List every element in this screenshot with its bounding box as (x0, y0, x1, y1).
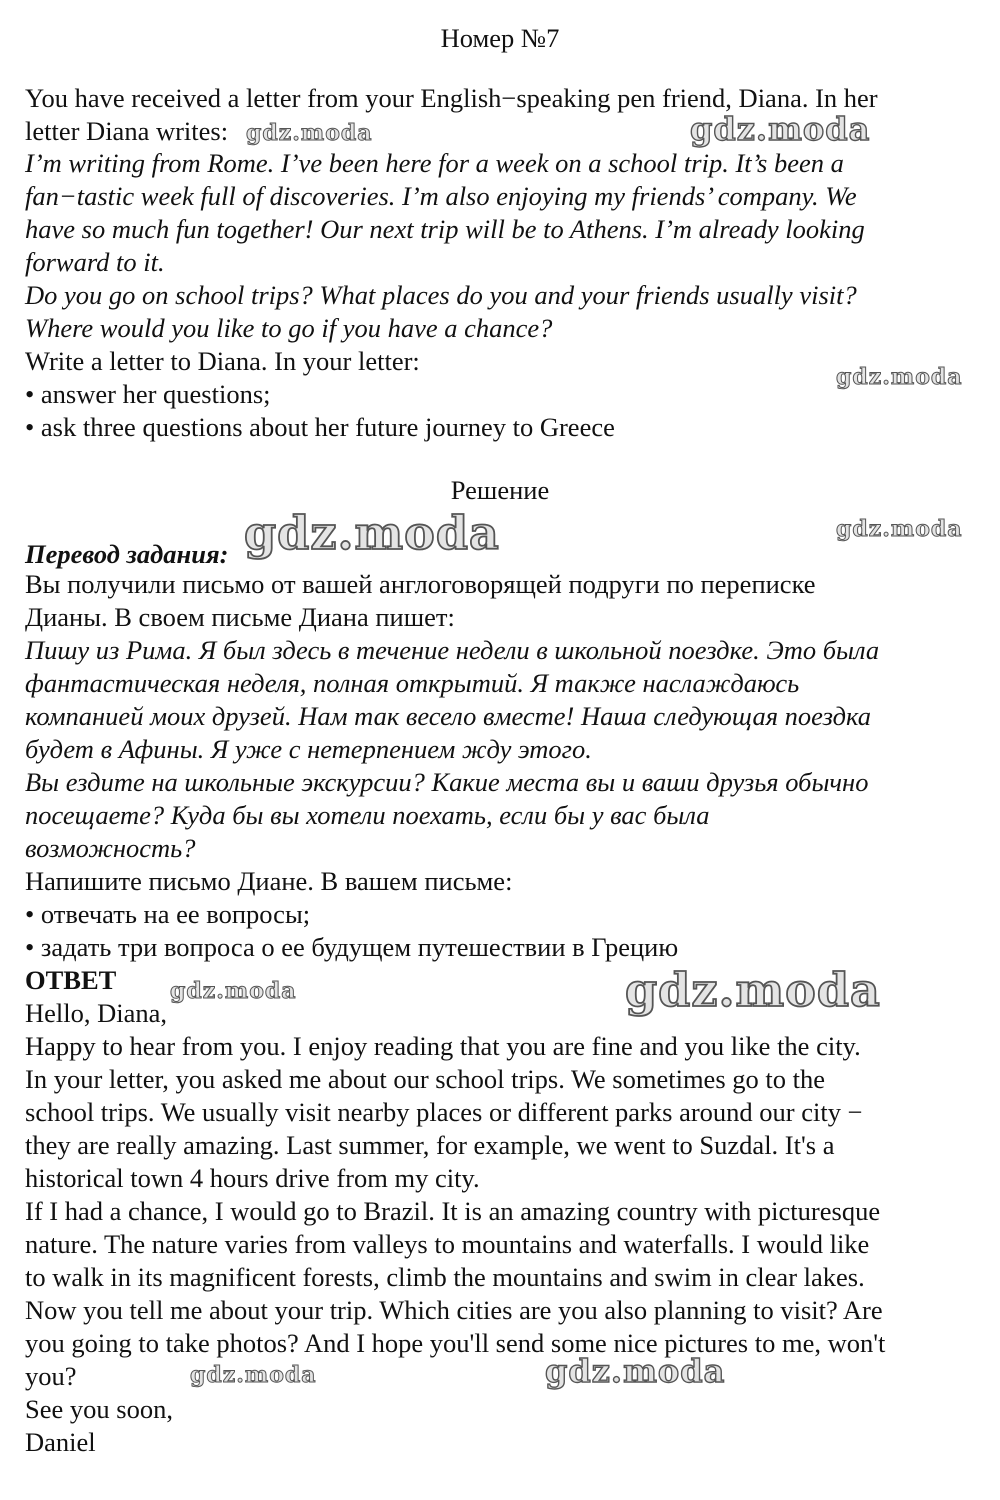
task-letter-line-5: Do you go on school trips? What places do you and your friends usually visit? (25, 280, 857, 310)
watermark: gdz.moda (190, 1362, 317, 1388)
task-letter-line-4: forward to it. (25, 247, 165, 277)
translation-bullet-1: • отвечать на ее вопросы; (25, 899, 311, 929)
task-bullet-2: • ask three questions about her future journey to Greece (25, 412, 615, 442)
answer-line-5: they are really amazing. Last summer, for example, we went to Suzdal. It's a (25, 1130, 835, 1160)
answer-line-6: historical town 4 hours drive from my city. (25, 1163, 480, 1193)
translation-letter-line-4: будет в Афины. Я уже с нетерпением жду этого. (25, 734, 592, 764)
watermark: gdz.moda (690, 110, 871, 148)
task-letter-line-2: fan−tastic week full of discoveries. I’m also enjoying my friends’ company. We (25, 181, 857, 211)
watermark: gdz.moda (170, 978, 297, 1004)
answer-line-1: Hello, Diana, (25, 998, 168, 1028)
task-letter-line-1: I’m writing from Rome. I’ve been here for a week on a school trip. It’s been a (25, 148, 844, 178)
task-bullet-1: • answer her questions; (25, 379, 271, 409)
translation-letter-line-6: посещаете? Куда бы вы хотели поехать, если бы у вас была (25, 800, 710, 830)
answer-line-2: Happy to hear from you. I enjoy reading that you are fine and you like the city. (25, 1031, 861, 1061)
answer-line-10: Now you tell me about your trip. Which cities are you also planning to visit? Are (25, 1295, 883, 1325)
translation-letter-line-2: фантастическая неделя, полная открытий. Я также наслаждаюсь (25, 668, 800, 698)
watermark: gdz.moda (545, 1352, 726, 1390)
watermark: gdz.moda (836, 364, 963, 390)
translation-letter-line-7: возможность? (25, 833, 196, 863)
translation-heading: Перевод задания: (25, 539, 229, 569)
watermark: gdz.moda (244, 506, 500, 560)
answer-line-4: school trips. We usually visit nearby places or different parks around our city − (25, 1097, 863, 1127)
answer-line-12: you? (25, 1361, 77, 1391)
answer-line-8: nature. The nature varies from valleys to mountains and waterfalls. I would like (25, 1229, 870, 1259)
translation-letter-line-5: Вы ездите на школьные экскурсии? Какие места вы и ваши друзья обычно (25, 767, 869, 797)
answer-line-3: In your letter, you asked me about our school trips. We sometimes go to the (25, 1064, 825, 1094)
task-intro-line-2: letter Diana writes: (25, 116, 229, 146)
task-intro-line-1: You have received a letter from your English−speaking pen friend, Diana. In her (25, 83, 878, 113)
watermark: gdz.moda (625, 963, 881, 1017)
task-letter-line-6: Where would you like to go if you have a chance? (25, 313, 553, 343)
translation-bullet-2: • задать три вопроса о ее будущем путешествии в Грецию (25, 932, 679, 962)
task-instruction: Write a letter to Diana. In your letter: (25, 346, 420, 376)
answer-line-11: you going to take photos? And I hope you'll send some nice pictures to me, won't (25, 1328, 886, 1358)
page-title: Номер №7 (440, 23, 560, 53)
translation-letter-line-3: компанией моих друзей. Нам так весело вместе! Наша следующая поездка (25, 701, 871, 731)
translation-intro-line-2: Дианы. В своем письме Диана пишет: (25, 602, 455, 632)
watermark: gdz.moda (246, 120, 373, 146)
translation-letter-line-1: Пишу из Рима. Я был здесь в течение недели в школьной поездке. Это была (25, 635, 880, 665)
answer-line-7: If I had a chance, I would go to Brazil. It is an amazing country with picturesque (25, 1196, 881, 1226)
translation-instruction: Напишите письмо Диане. В вашем письме: (25, 866, 513, 896)
answer-line-14: Daniel (25, 1427, 96, 1457)
task-letter-line-3: have so much fun together! Our next trip will be to Athens. I’m already looking (25, 214, 865, 244)
answer-heading: ОТВЕТ (25, 965, 117, 995)
answer-line-13: See you soon, (25, 1394, 173, 1424)
answer-line-9: to walk in its magnificent forests, climb the mountains and swim in clear lakes. (25, 1262, 865, 1292)
solution-heading: Решение (450, 475, 550, 505)
translation-intro-line-1: Вы получили письмо от вашей англоговорящей подруги по переписке (25, 569, 816, 599)
watermark: gdz.moda (836, 516, 963, 542)
